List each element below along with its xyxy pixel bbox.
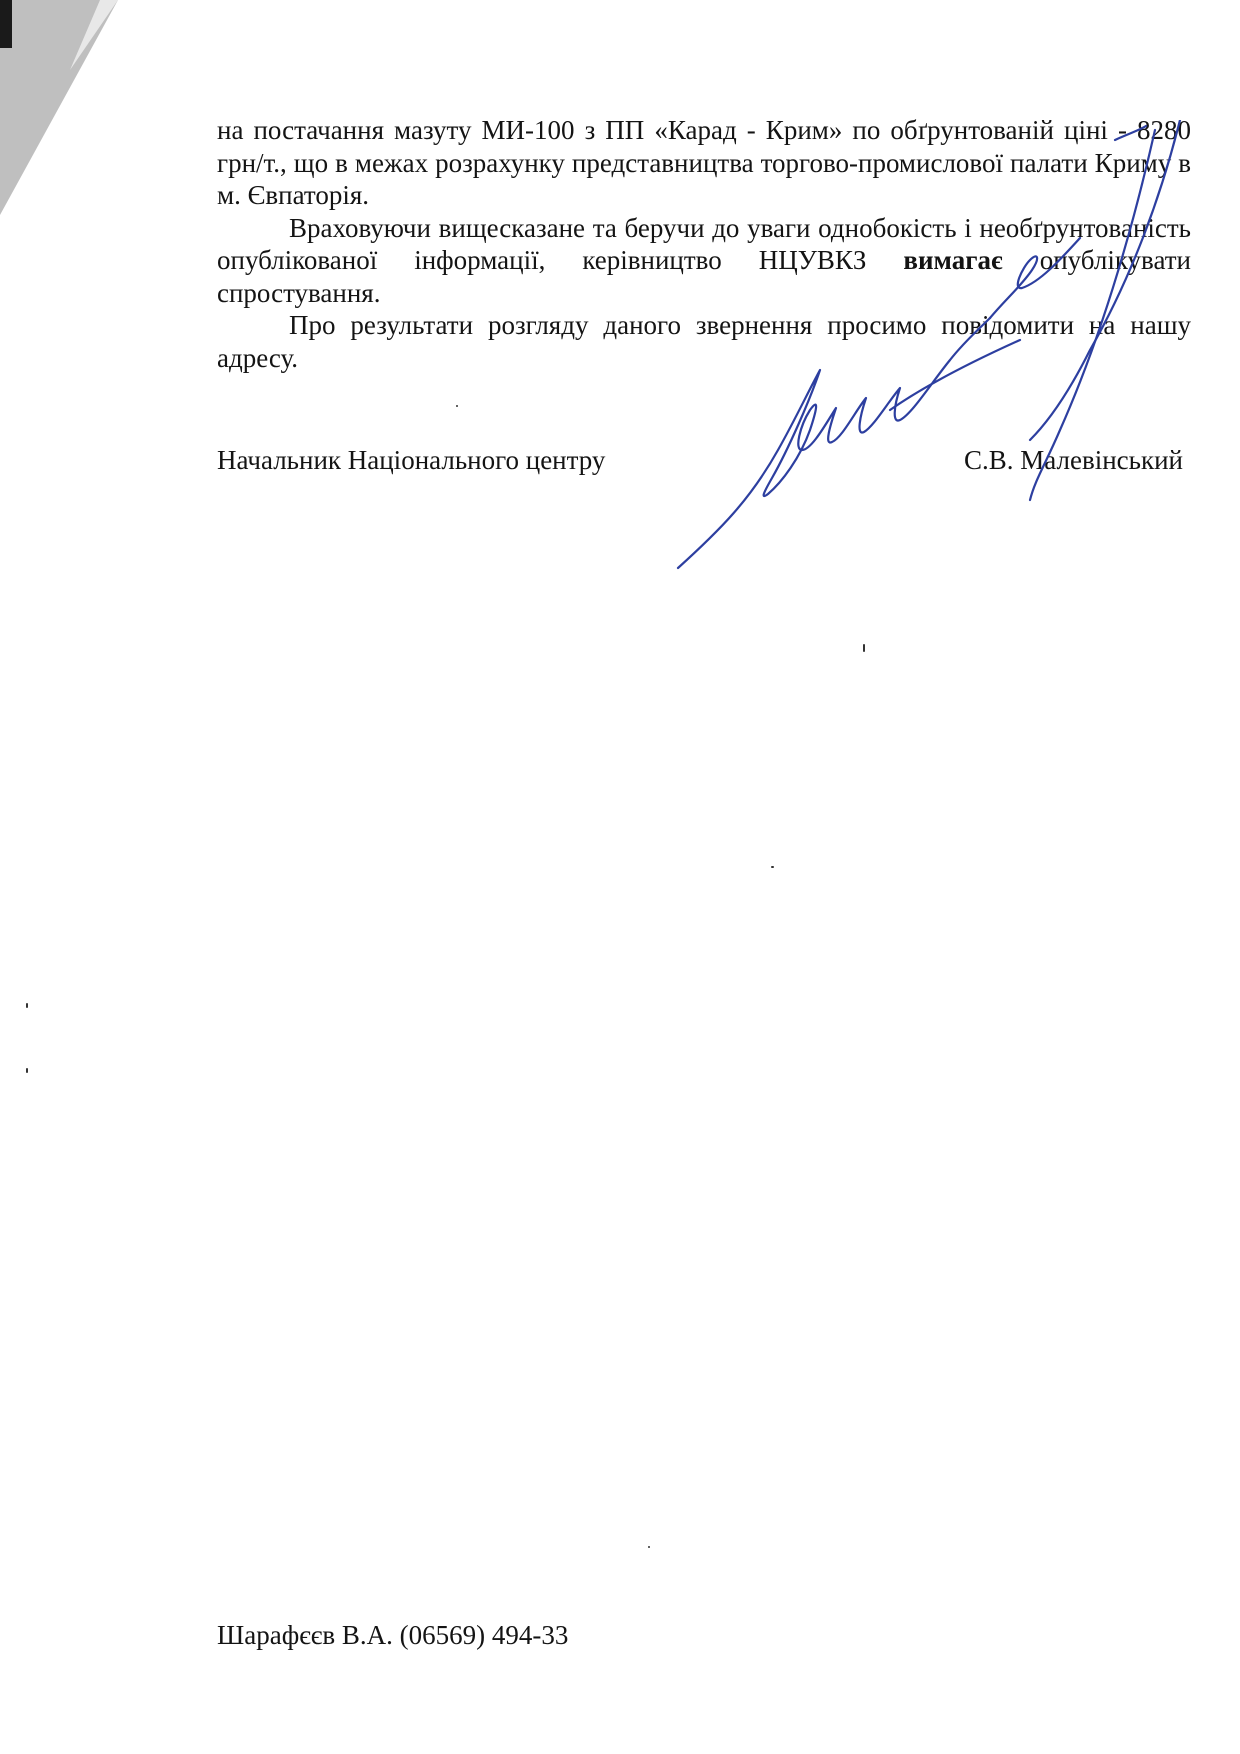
scan-speck — [771, 866, 774, 868]
scan-speck — [863, 644, 865, 652]
paragraph — [217, 114, 1191, 212]
paragraph — [217, 309, 1191, 374]
contact-info: Шарафєєв В.А. (06569) 494-33 — [217, 1620, 569, 1650]
scan-speck — [456, 405, 458, 407]
signatory-name: С.В. Малевінський — [964, 445, 1183, 475]
paragraph-text: Враховуючи вищесказане та беручи до уваги однобокість і необґрунтованість опублікованої інформації, керівництво НЦУВКЗ — [217, 212, 1191, 275]
letter-body — [217, 114, 1191, 374]
paragraph-text: Про результати розгляду даного звернення просимо повідомити на нашу адресу. — [217, 310, 1191, 373]
scan-speck — [26, 1068, 28, 1073]
emphasis-demands: вимагає — [903, 245, 1003, 275]
paragraph-text: опублікувати спростування. — [217, 245, 1191, 308]
scan-speck — [26, 1003, 28, 1008]
scan-dark-corner — [0, 0, 130, 230]
signatory-title: Начальник Національного центру — [217, 445, 606, 475]
paragraph-text: на постачання мазуту МИ-100 з ПП «Карад - Крим» по обґрунтованій ціні - 8280 грн/т., що в межах розрахунку представництва торгово-промислової палати Криму в м. Євпаторія. — [217, 115, 1191, 210]
scan-speck — [648, 1546, 650, 1548]
paragraph — [217, 212, 1191, 310]
